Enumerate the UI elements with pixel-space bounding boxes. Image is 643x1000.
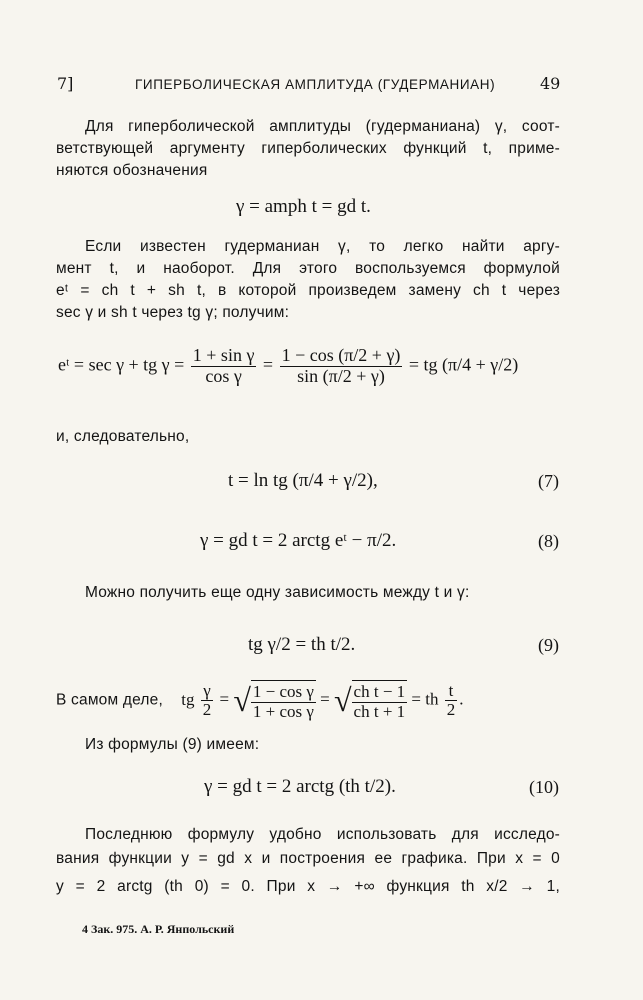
equation-7: t = ln tg (π/4 + γ/2),: [228, 470, 378, 491]
equation-definition: γ = amph t = gd t.: [236, 196, 371, 217]
equation-10-number: (10): [529, 777, 559, 797]
paragraph-6-line-3: y = 2 arctg (th 0) = 0. При x → +∞ функция th x/2 → 1,: [56, 878, 560, 895]
radicand-2-den: ch t + 1: [353, 701, 406, 721]
fraction-2-numerator: 1 − cos (π/2 + γ): [281, 345, 401, 365]
paragraph-2-line-2: мент t, и наоборот. Для этого воспользуемся формулой: [56, 260, 560, 277]
sqrt-sign-2: √: [333, 682, 352, 719]
equation-9-number: (9): [538, 635, 559, 655]
eq-rhs: = tg (π/4 + γ/2): [408, 354, 519, 375]
paragraph-1-line-1: Для гиперболической амплитуды (гудерманиана) γ, соот-: [85, 118, 560, 135]
radicand-1-num: 1 − cos γ: [252, 682, 314, 701]
paragraph-2-line-1: Если известен гудерманиан γ, то легко найти аргу-: [85, 238, 560, 255]
equation-7-number: (7): [538, 471, 559, 491]
paragraph-1-line-2: ветствующей аргументу гиперболических функций t, приме-: [56, 140, 560, 157]
page-number: 49: [540, 74, 561, 93]
fraction-sin-cos: [191, 346, 257, 387]
radicand-1: [251, 680, 316, 721]
equation-8-number: (8): [538, 531, 559, 551]
radicand-2: [352, 680, 408, 721]
paragraph-6-line-1: Последнюю формулу удобно использовать для исследо-: [85, 826, 560, 843]
proof-gamma-den: 2: [202, 700, 212, 720]
proof-t-num: t: [445, 682, 458, 702]
printer-footer: 4 Зак. 975. А. Р. Янпольский: [82, 922, 235, 936]
proof-gamma-num: γ: [201, 682, 214, 702]
radicand-2-num: ch t − 1: [353, 682, 406, 701]
paragraph-5: Из формулы (9) имеем:: [85, 736, 260, 753]
fraction-2-denominator: sin (π/2 + γ): [297, 365, 385, 386]
proof-th: = th: [411, 689, 439, 709]
paragraph-6-line-2: вания функции y = gd x и построения ее графика. При x = 0: [56, 850, 560, 867]
proof-intro: В самом деле,: [56, 691, 163, 709]
equation-8: γ = gd t = 2 arctg eᵗ − π/2.: [200, 530, 397, 551]
fraction-shifted: [280, 346, 403, 387]
paragraph-1-line-3: няются обозначения: [56, 162, 208, 179]
equation-exponential: eᵗ = sec γ + tg γ = $\frac{\text{1 + sin γ}}{\text{cos γ}}$ = $\frac{1 - \cos (\pi/2 + \gamma)}{\sin (\pi/2 + \gamma)}$ = tg (π/4 + γ/2): [58, 345, 519, 386]
radicand-1-den: 1 + cos γ: [252, 701, 314, 721]
equation-9: tg γ/2 = th t/2.: [248, 634, 356, 655]
equation-10: γ = gd t = 2 arctg (th t/2).: [204, 776, 396, 797]
proof-t-den: 2: [446, 700, 456, 720]
proof-line: В самом деле, tg $\frac{\gamma}{2}$ = √ $\frac{\text{1 − cos γ}}{\text{1 + cos γ}}$ = √ $\frac{\text{ch t − 1}}{\text{ch t + 1}}$ = th $\frac{t}{2}$ .: [56, 680, 464, 721]
fraction-1-numerator: 1 + sin γ: [192, 345, 255, 365]
sqrt-sign-1: √: [233, 682, 251, 719]
paragraph-2-line-4: sec γ и sh t через tg γ; получим:: [56, 304, 290, 321]
proof-t-half: [445, 682, 458, 720]
paragraph-3: и, следовательно,: [56, 428, 190, 445]
paragraph-4: Можно получить еще одну зависимость между t и γ:: [85, 584, 470, 601]
eq-lhs: eᵗ = sec γ + tg γ =: [58, 354, 185, 375]
section-number: 7]: [57, 74, 74, 93]
paragraph-2-line-3: eᵗ = ch t + sh t, в которой произведем замену ch t через: [56, 282, 560, 299]
fraction-1-denominator: cos γ: [205, 365, 242, 386]
proof-gamma-half: [201, 682, 214, 720]
proof-tg: tg: [181, 689, 195, 709]
running-header-title: ГИПЕРБОЛИЧЕСКАЯ АМПЛИТУДА (ГУДЕРМАНИАН): [135, 77, 496, 92]
